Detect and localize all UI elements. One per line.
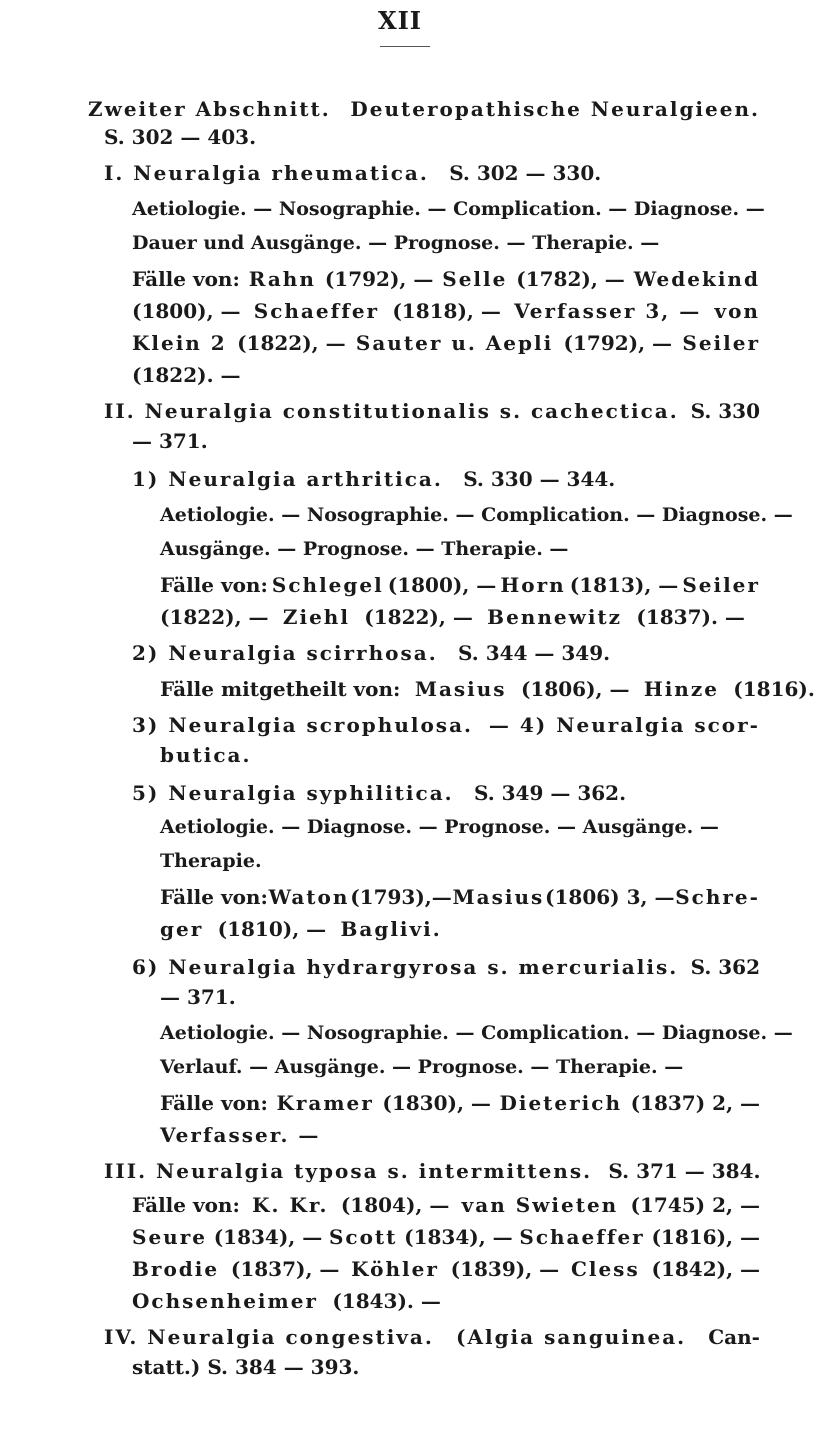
author-schreger-cont: ger	[160, 917, 204, 941]
cases-prefix: Fälle von:	[160, 1091, 268, 1115]
case-year: (1810), —	[217, 917, 327, 941]
heading-ii-6	[132, 954, 760, 980]
case-year: (1842), —	[651, 1257, 760, 1281]
case-year: (1792), —	[563, 331, 673, 355]
iii-cases-line-1	[132, 1192, 760, 1218]
heading-iv-cont: statt.) S. 384 — 393.	[132, 1355, 360, 1379]
heading-ii-3-4	[132, 712, 760, 738]
case-year: (1782), —	[516, 267, 625, 291]
case-year: (1822), —	[364, 605, 473, 629]
author-brodie: Brodie	[132, 1257, 220, 1281]
author-kramer: Kramer	[276, 1091, 374, 1115]
case-year: (1822), —	[237, 331, 346, 355]
author-van-swieten: van Swieten	[461, 1193, 619, 1217]
ii-1-topics-line-1: Aetiologie. — Nosographie. — Complication. — Diagnose. —	[160, 504, 793, 526]
author-masius: Masius	[414, 677, 507, 701]
heading-iii-pages: S. 371 — 384.	[608, 1159, 761, 1183]
ii-6-cases-line-2: Verfasser. —	[160, 1123, 321, 1147]
heading-i-title: I. Neuralgia rheumatica.	[104, 161, 429, 185]
ii-1-cases-line-1	[160, 572, 760, 598]
i-topics-line-2: Dauer und Ausgänge. — Prognose. — Therapie. —	[132, 232, 660, 254]
ii-6-topics-line-2: Verlauf. — Ausgänge. — Prognose. — Therapie. —	[160, 1056, 684, 1078]
iii-cases-line-2	[132, 1224, 760, 1250]
cases-prefix: Fälle von:	[160, 573, 268, 597]
case-year: (1818), —	[392, 299, 501, 323]
author-cless: Cless	[570, 1257, 640, 1281]
ii-2-cases	[160, 676, 815, 702]
heading-i	[104, 160, 601, 186]
ii-6-topics-line-1: Aetiologie. — Nosographie. — Complication. — Diagnose. —	[160, 1022, 793, 1044]
cases-prefix: Fälle mitgetheilt von:	[160, 677, 401, 701]
i-cases-line-4: (1822). —	[132, 363, 241, 387]
case-year: (1793),—	[350, 885, 452, 909]
case-year: (1837) 2, —	[630, 1091, 760, 1115]
author-hinze: Hinze	[643, 677, 719, 701]
heading-iv-alt-title: (Algia sanguinea.	[455, 1325, 687, 1349]
author-bennewitz: Bennewitz	[487, 605, 623, 629]
author-ziehl: Ziehl	[282, 605, 350, 629]
heading-iv-author: Can-	[708, 1325, 760, 1349]
heading-ii-5	[132, 780, 626, 806]
case-year: (1800), —	[387, 573, 497, 597]
case-year: (1813), —	[569, 573, 679, 597]
author-seiler: Seiler	[682, 331, 760, 355]
i-cases-line-3	[132, 330, 760, 356]
heading-iii	[104, 1158, 760, 1184]
heading-ii-1-title: 1) Neuralgia arthritica.	[132, 467, 443, 491]
author-scott: Scott	[328, 1225, 398, 1249]
author-schreger: Schre-	[675, 885, 760, 909]
author-schlegel: Schlegel	[271, 573, 384, 597]
case-year: (1830), —	[382, 1091, 491, 1115]
heading-iv	[104, 1324, 760, 1350]
page-number-rule	[380, 46, 430, 47]
author-dieterich: Dieterich	[499, 1091, 622, 1115]
case-year: (1839), —	[450, 1257, 560, 1281]
case-year: (1792), —	[324, 267, 434, 291]
section-heading	[88, 96, 760, 122]
author-horn: Horn	[500, 573, 566, 597]
author-klein: Klein 2	[132, 331, 227, 355]
heading-ii	[104, 398, 760, 424]
case-year: (1837), —	[230, 1257, 340, 1281]
cases-prefix: Fälle von:	[132, 1193, 240, 1217]
author-waton: Waton	[268, 885, 350, 909]
author-schaeffer: Schaeffer	[519, 1225, 645, 1249]
author-rahn: Rahn	[248, 267, 316, 291]
case-year: (1806) 3, —	[545, 885, 675, 909]
i-cases-line-1	[132, 266, 760, 292]
author-schaeffer: Schaeffer	[253, 299, 380, 323]
ii-6-cases-line-1	[160, 1090, 760, 1116]
author-koehler: Köhler	[351, 1257, 439, 1281]
section-heading-title: Deuteropathische Neuralgieen.	[350, 97, 760, 121]
author-k-kr: K. Kr.	[252, 1193, 329, 1217]
section-heading-label: Zweiter Abschnitt.	[88, 97, 331, 121]
heading-ii-pages: S. 330	[690, 399, 760, 423]
heading-ii-pages-cont: — 371.	[132, 429, 208, 453]
heading-ii-title: II. Neuralgia constitutionalis s. cachectica.	[104, 399, 679, 423]
cases-prefix: Fälle von:	[160, 885, 268, 909]
author-sauter-aepli: Sauter u. Aepli	[355, 331, 554, 355]
case-word-von: von	[714, 299, 760, 323]
author-wedekind: Wedekind	[633, 267, 760, 291]
case-year: (1834), —	[404, 1225, 513, 1249]
ii-1-cases-line-2	[160, 604, 745, 630]
page-number: XII	[377, 6, 423, 35]
heading-i-pages: S. 302 — 330.	[449, 161, 602, 185]
cases-prefix: Fälle von:	[132, 267, 240, 291]
heading-ii-2-title: 2) Neuralgia scirrhosa.	[132, 641, 438, 665]
ii-5-cases-line-1	[160, 884, 760, 910]
author-verfasser: Verfasser 3, —	[514, 299, 702, 323]
heading-iv-title: IV. Neuralgia congestiva.	[104, 1325, 434, 1349]
section-pages: S. 302 — 403.	[104, 125, 257, 149]
case-year: (1800), —	[132, 299, 241, 323]
case-year: (1804), —	[340, 1193, 450, 1217]
case-year: (1816).	[733, 677, 815, 701]
heading-ii-6-pages-cont: — 371.	[160, 985, 236, 1009]
case-year: (1834), —	[213, 1225, 323, 1249]
author-masius: Masius	[452, 885, 545, 909]
case-year: (1822), —	[160, 605, 269, 629]
heading-ii-2-pages: S. 344 — 349.	[458, 641, 611, 665]
i-cases-line-2	[132, 298, 760, 324]
ii-5-cases-line-2	[160, 916, 442, 942]
i-topics-line-1: Aetiologie. — Nosographie. — Complication. — Diagnose. —	[132, 198, 765, 220]
heading-ii-5-pages: S. 349 — 362.	[473, 781, 627, 805]
heading-ii-4-title-cont: butica.	[160, 743, 252, 767]
case-year: (1816), —	[651, 1225, 760, 1249]
heading-ii-6-pages: S. 362	[690, 955, 760, 979]
case-year: (1837). —	[636, 605, 745, 629]
heading-ii-4-title: — 4) Neuralgia scor-	[488, 713, 760, 737]
author-baglivi: Baglivi.	[340, 917, 442, 941]
case-year: (1806), —	[520, 677, 630, 701]
author-seure: Seure	[132, 1225, 207, 1249]
iii-cases-line-3	[132, 1256, 760, 1282]
case-year: (1843). —	[332, 1289, 441, 1313]
author-seiler: Seiler	[682, 573, 760, 597]
heading-ii-1-pages: S. 330 — 344.	[463, 467, 616, 491]
ii-5-topics-line-1: Aetiologie. — Diagnose. — Prognose. — Ausgänge. —	[160, 816, 719, 838]
case-year: (1745) 2, —	[630, 1193, 760, 1217]
heading-ii-5-title: 5) Neuralgia syphilitica.	[132, 781, 454, 805]
heading-ii-3-title: 3) Neuralgia scrophulosa.	[132, 713, 473, 737]
heading-ii-2	[132, 640, 610, 666]
iii-cases-line-4	[132, 1288, 441, 1314]
author-selle: Selle	[442, 267, 508, 291]
heading-iii-title: III. Neuralgia typosa s. intermittens.	[104, 1159, 593, 1183]
heading-ii-1	[132, 466, 615, 492]
ii-5-topics-line-2: Therapie.	[160, 850, 262, 872]
ii-1-topics-line-2: Ausgänge. — Prognose. — Therapie. —	[160, 538, 569, 560]
heading-ii-6-title: 6) Neuralgia hydrargyrosa s. mercurialis.	[132, 955, 679, 979]
author-ochsenheimer: Ochsenheimer	[132, 1289, 318, 1313]
